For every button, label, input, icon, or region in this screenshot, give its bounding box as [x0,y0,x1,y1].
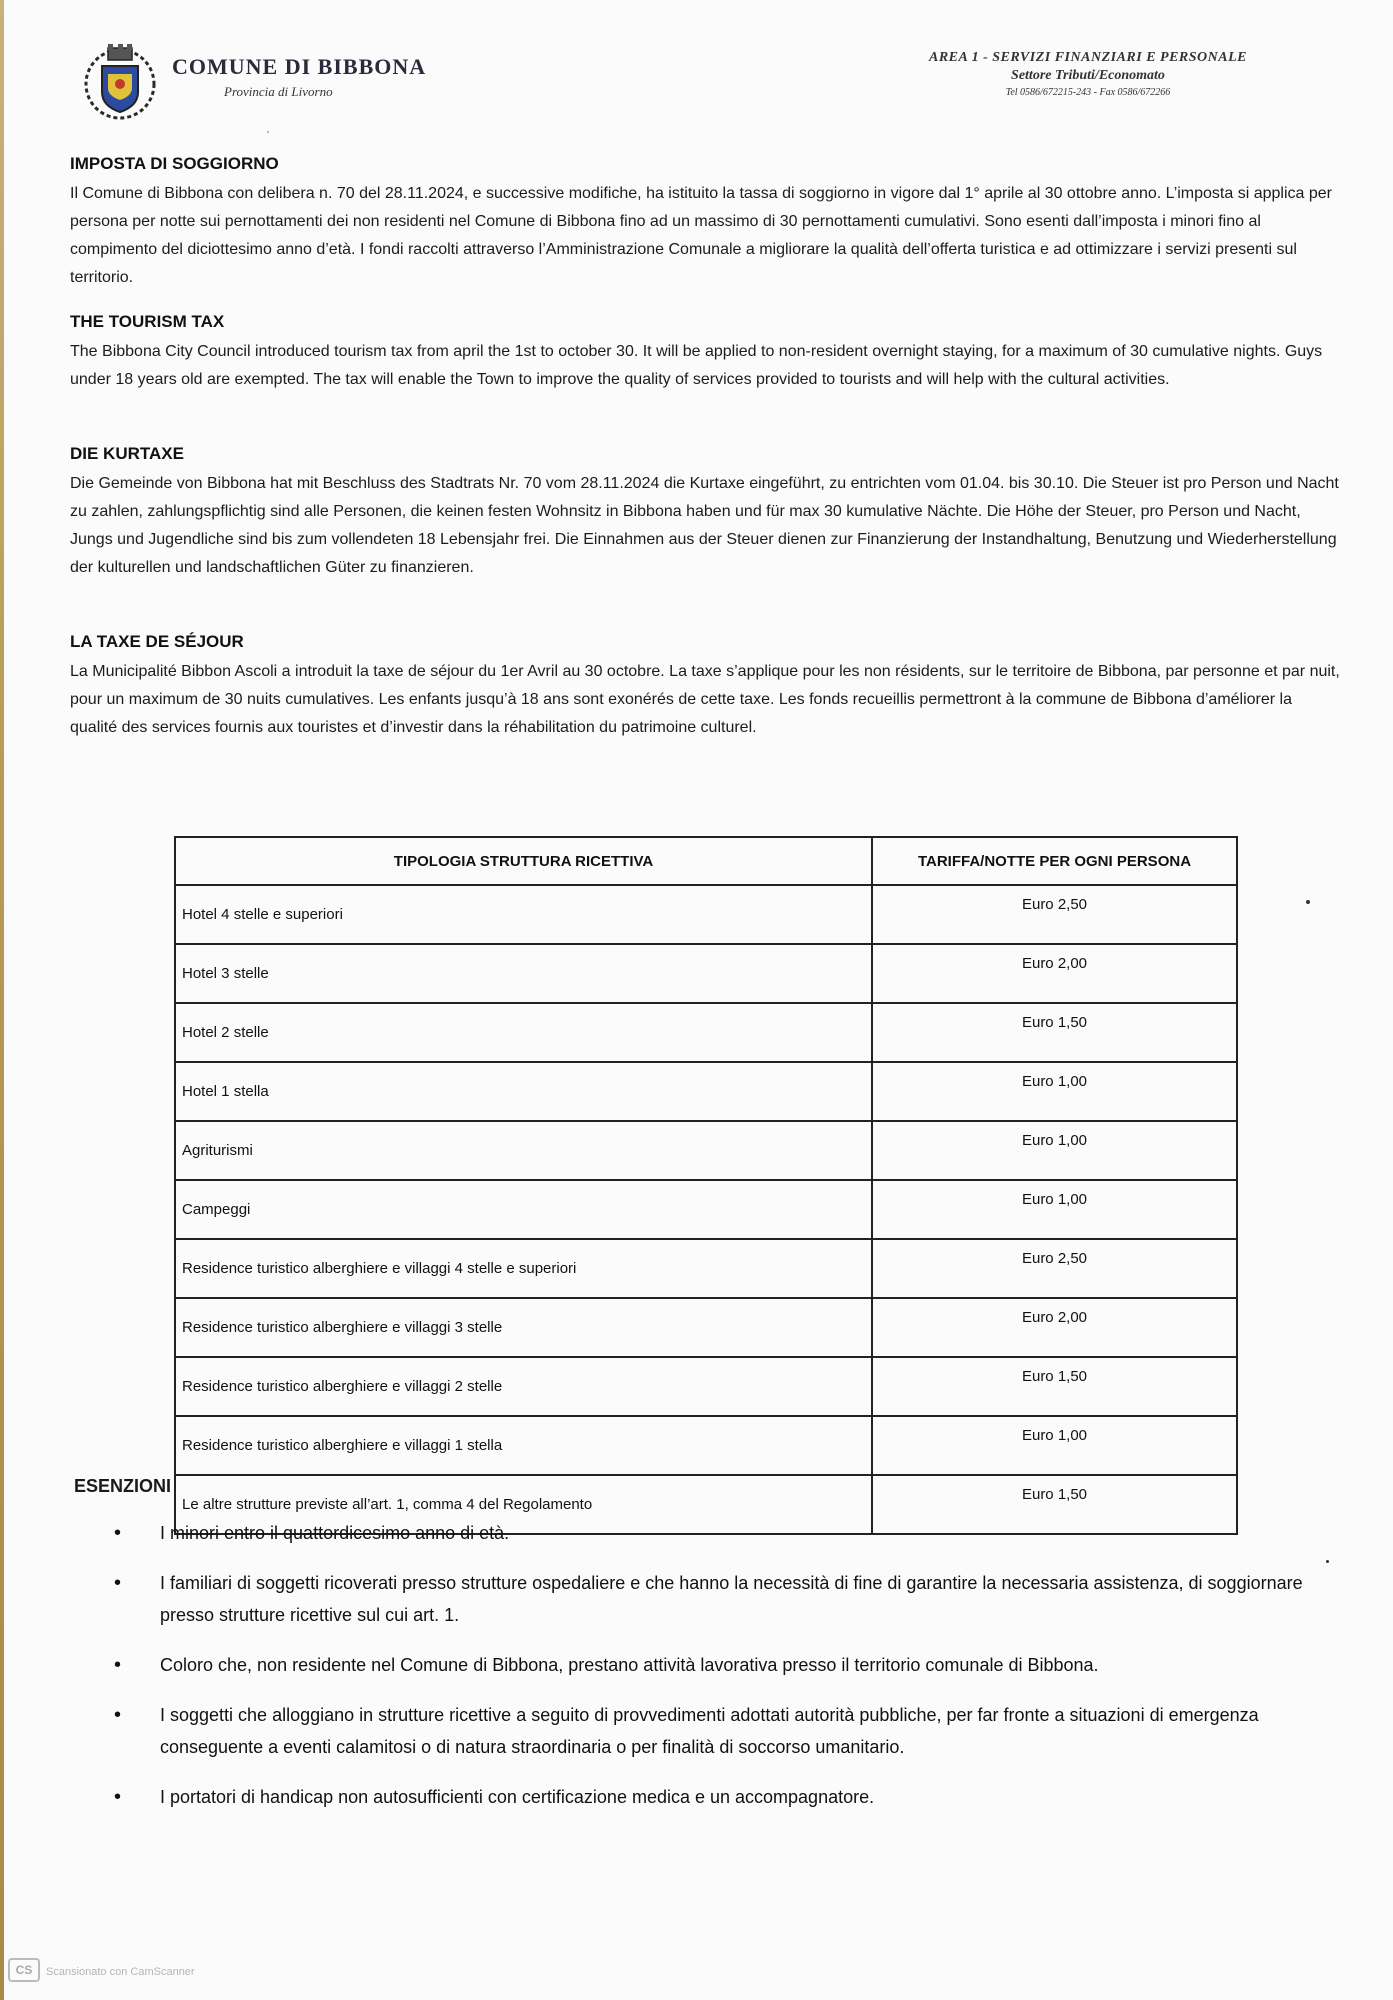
section-title: IMPOSTA DI SOGGIORNO [70,154,279,173]
camscanner-logo-icon: CS [8,1958,40,1982]
section-text: The Bibbona City Council introduced tourism tax from april the 1st to october 30. It will be applied to non-resident overnight staying, for a maximum of 30 cumulative nights. Guys under 18 years old are exempted. The tax will enable the Town to improve the quality of services provided to tourists and will help with the cultural activities. [70,343,1323,388]
table-row [175,1357,1237,1416]
exemption-text: I minori entro il quattordicesimo anno di età. [160,1523,510,1543]
nightly-rate: Euro 1,00 [872,1180,1237,1239]
nightly-rate: Euro 1,50 [872,1003,1237,1062]
exemption-text: I portatori di handicap non autosufficienti con certificazione medica e un accompagnatore. [160,1787,875,1807]
exemptions-list [74,1517,1314,1813]
section-title: DIE KURTAXE [70,444,184,463]
tariff-table [174,836,1238,1535]
office-sector: Settore Tributi/Economato [1011,68,1165,83]
scan-speck [1306,900,1310,904]
table-row [175,1416,1237,1475]
list-item [74,1699,1314,1763]
comune-name: COMUNE DI BIBBONA [172,54,427,79]
office-area: AREA 1 - SERVIZI FINANZIARI E PERSONALE [928,50,1247,65]
column-header: TIPOLOGIA STRUTTURA RICETTIVA [175,837,872,885]
nightly-rate: Euro 1,50 [872,1475,1237,1534]
list-item [74,1781,1314,1813]
structure-type: Hotel 1 stella [175,1062,872,1121]
section-french [70,632,1340,742]
province-name: Provincia di Livorno [224,84,333,99]
section-text: Il Comune di Bibbona con delibera n. 70 del 28.11.2024, e successive modifiche, ha istituito la tassa di soggiorno in vigore dal 1° aprile al 30 ottobre anno. L’imposta si applica per persona per notte sui pernottamenti dei non residenti nel Comune di Bibbona fino ad un massimo di 30 pernottamenti cumulativi. Sono esenti dall’imposta i minori fino al compimento del diciottesimo anno d’età. I fondi raccolti attraverso l’Amministrazione Comunale a migliorare la qualità dell’offerta turistica e ad ottimizzare i servizi presenti sul territorio. [70,185,1332,286]
office-contacts: Tel 0586/672215-243 - Fax 0586/672266 [1005,87,1171,98]
structure-type: Hotel 4 stelle e superiori [175,885,872,944]
nightly-rate: Euro 2,00 [872,1298,1237,1357]
page-edge [0,0,4,2000]
scan-mark: ' [267,130,269,141]
section-title: THE TOURISM TAX [70,312,225,331]
table-row [175,1003,1237,1062]
letterhead [78,38,1298,128]
table-row [175,1121,1237,1180]
nightly-rate: Euro 1,50 [872,1357,1237,1416]
structure-type: Hotel 3 stelle [175,944,872,1003]
table-row [175,1239,1237,1298]
nightly-rate: Euro 2,50 [872,1239,1237,1298]
section-german [70,444,1340,582]
nightly-rate: Euro 1,00 [872,1416,1237,1475]
structure-type: Residence turistico alberghiere e villaggi 2 stelle [175,1357,872,1416]
office-info [878,50,1298,98]
structure-type: Residence turistico alberghiere e villaggi 1 stella [175,1416,872,1475]
exemption-text: I soggetti che alloggiano in strutture ricettive a seguito di provvedimenti adottati autorità pubbliche, per far fronte a situazioni di emergenza conseguente a eventi calamitosi o di natura straordinaria o per finalità di soccorso umanitario. [160,1705,1259,1757]
exemptions-section [74,1476,1314,1831]
nightly-rate: Euro 1,00 [872,1121,1237,1180]
table-row [175,944,1237,1003]
exemptions-title: ESENZIONI [74,1476,172,1496]
nightly-rate: Euro 2,50 [872,885,1237,944]
table-row [175,1062,1237,1121]
section-text: Die Gemeinde von Bibbona hat mit Beschluss des Stadtrats Nr. 70 vom 28.11.2024 die Kurtaxe eingeführt, zu entrichten vom 01.04. bis 30.10. Die Steuer ist pro Person und Nacht zu zahlen, zahlungspflichtig sind alle Personen, die keinen festen Wohnsitz in Bibbona haben und für max 30 kumulative Nächte. Die Höhe der Steuer, pro Person und Nacht, Jungs und Jugendliche sind bis zum vollendeten 18 Lebensjahr frei. Die Einnahmen aus der Steuer dienen zur Finanzierung der Instandhaltung, Benutzung und Wiederherstellung der kulturellen und landschaftlichen Güter zu finanzieren. [70,475,1339,576]
exemption-text: I familiari di soggetti ricoverati presso strutture ospedaliere e che hanno la necessità di fine di garantire la necessaria assistenza, di soggiornare presso strutture ricettive sul cui art. 1. [160,1573,1303,1625]
bullet-icon: • [114,1572,122,1594]
nightly-rate: Euro 2,00 [872,944,1237,1003]
bullet-icon: • [114,1704,122,1726]
municipal-crest-icon [78,38,162,122]
scanner-watermark: Scansionato con CamScanner [46,1966,195,1978]
structure-type: Agriturismi [175,1121,872,1180]
section-italian [70,154,1340,292]
bullet-icon: • [114,1522,122,1544]
structure-type: Residence turistico alberghiere e villaggi 3 stelle [175,1298,872,1357]
structure-type: Residence turistico alberghiere e villaggi 4 stelle e superiori [175,1239,872,1298]
structure-type: Le altre strutture previste all’art. 1, comma 4 del Regolamento [175,1475,872,1534]
exemption-text: Coloro che, non residente nel Comune di Bibbona, prestano attività lavorativa presso il territorio comunale di Bibbona. [160,1655,1099,1675]
list-item [74,1517,1314,1549]
section-title: LA TAXE DE SÉJOUR [70,632,244,651]
table-header-row [175,837,1237,885]
structure-type: Campeggi [175,1180,872,1239]
table-row [175,1298,1237,1357]
bullet-icon: • [114,1786,122,1808]
list-item [74,1649,1314,1681]
section-text: La Municipalité Bibbon Ascoli a introduit la taxe de séjour du 1er Avril au 30 octobre. La taxe s’applique pour les non résidents, sur le territoire de Bibbona, par personne et par nuit, pour un maximum de 30 nuits cumulatives. Les enfants jusqu’à 18 ans sont exonérés de cette taxe. Les fonds recueillis permettront à la commune de Bibbona d’améliorer la qualité des services fournis aux touristes et d’investir dans la réhabilitation du patrimoine culturel. [70,663,1340,736]
section-english [70,312,1340,394]
nightly-rate: Euro 1,00 [872,1062,1237,1121]
table-row [175,885,1237,944]
bullet-icon: • [114,1654,122,1676]
structure-type: Hotel 2 stelle [175,1003,872,1062]
list-item [74,1567,1314,1631]
scan-speck [1326,1560,1329,1563]
column-header: TARIFFA/NOTTE PER OGNI PERSONA [872,837,1237,885]
table-row [175,1180,1237,1239]
